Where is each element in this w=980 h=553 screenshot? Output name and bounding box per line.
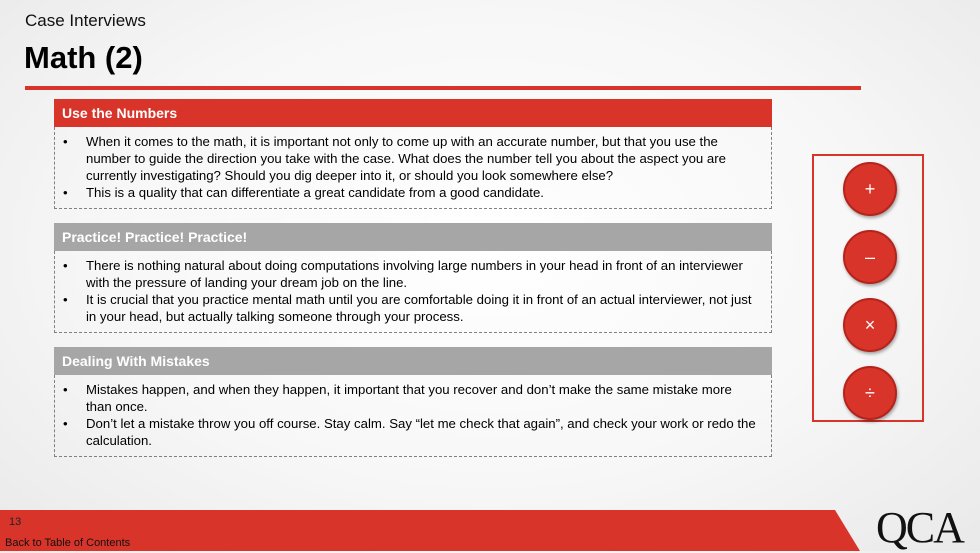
section-heading: Use the Numbers: [54, 99, 772, 127]
section-body: [54, 127, 772, 209]
section-heading: Dealing With Mistakes: [54, 347, 772, 375]
section-heading: Practice! Practice! Practice!: [54, 223, 772, 251]
section-body: [54, 251, 772, 333]
section-body: [54, 375, 772, 457]
section-use-the-numbers: [54, 99, 772, 209]
times-icon: ×: [843, 298, 897, 352]
slide-subtitle: Case Interviews: [25, 11, 146, 30]
slide-title: Math (2): [24, 40, 143, 75]
bullet-item: • Don’t let a mistake throw you off course. Stay calm. Say “let me check that again”, and check your work or redo the calculation.: [63, 415, 757, 449]
section-dealing-with-mistakes: [54, 347, 772, 457]
back-to-contents-link[interactable]: Back to Table of Contents: [5, 537, 131, 549]
qca-logo: [876, 503, 976, 552]
page-number: 13: [9, 516, 22, 528]
section-practice: [54, 223, 772, 333]
bullet-item: • It is crucial that you practice mental math until you are comfortable doing it in front of an actual interviewer, not just in your head, but actually talking someone through your process.: [63, 291, 757, 325]
bullet-item: • When it comes to the math, it is important not only to come up with an accurate number, but that you use the number to guide the direction you take with the case. What does the number tell you about the aspect you are currently investigating? Should you dig deeper into it, or should you look somewhere else?: [63, 133, 757, 184]
divide-icon: ÷: [843, 366, 897, 420]
bullet-item: • Mistakes happen, and when they happen, it important that you recover and don’t make the same mistake more than once.: [63, 381, 757, 415]
plus-icon: +: [843, 162, 897, 216]
bullet-item: • There is nothing natural about doing computations involving large numbers in your head in front of an interviewer with the pressure of landing your dream job on the line.: [63, 257, 757, 291]
minus-icon: –: [843, 230, 897, 284]
bullet-item: • This is a quality that can differentiate a great candidate from a good candidate.: [63, 184, 757, 201]
logo-text: QCA: [876, 503, 963, 552]
title-divider: [25, 86, 861, 90]
